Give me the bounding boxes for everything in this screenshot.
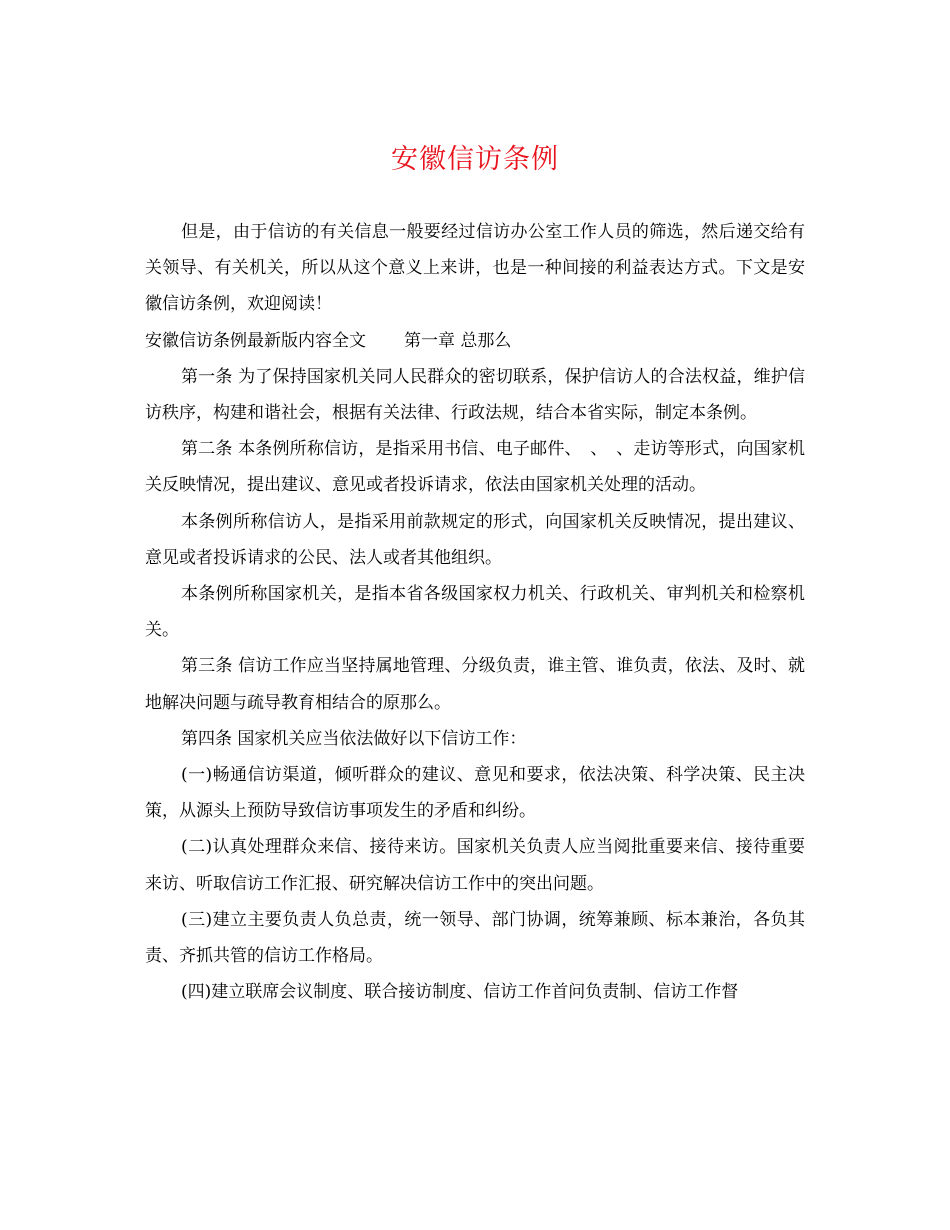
document-title: 安徽信访条例 — [391, 144, 559, 175]
article-paragraph: 第四条 国家机关应当依法做好以下信访工作： — [181, 728, 527, 749]
article-paragraph: 本条例所称信访人，是指采用前款规定的形式，向国家机关反映情况，提出建议、意见或者投诉请求的公民、法人或者其他组织。 — [145, 511, 805, 568]
section-heading-left: 安徽信访条例最新版内容全文 — [145, 330, 366, 351]
list-item-paragraph: (二)认真处理群众来信、接待来访。国家机关负责人应当阅批重要来信、接待重要来访、听取信访工作汇报、研究解决信访工作中的突出问题。 — [145, 837, 805, 894]
list-item-paragraph: (一)畅通信访渠道，倾听群众的建议、意见和要求，依法决策、科学决策、民主决策，从源头上预防导致信访事项发生的矛盾和纠纷。 — [145, 765, 805, 822]
section-heading-line — [145, 323, 805, 359]
document-body — [145, 214, 805, 1010]
list-item-paragraph: (三)建立主要负责人负总责，统一领导、部门协调，统筹兼顾、标本兼治，各负其责、齐抓共管的信访工作格局。 — [145, 909, 805, 967]
article-paragraph: 第三条 信访工作应当坚持属地管理、分级负责，谁主管、谁负责，依法、及时、就地解决问题与疏导教育相结合的原那么。 — [145, 656, 805, 713]
article-paragraph: 本条例所称国家机关，是指本省各级国家权力机关、行政机关、审判机关和检察机关。 — [145, 584, 805, 641]
chapter-heading: 第一章 总那么 — [404, 330, 512, 351]
article-paragraph: 第二条 本条例所称信访，是指采用书信、电子邮件、 、 、走访等形式，向国家机关反映情况，提出建议、意见或者投诉请求，依法由国家机关处理的活动。 — [145, 439, 805, 496]
article-paragraph: 第一条 为了保持国家机关同人民群众的密切联系，保护信访人的合法权益，维护信访秩序，构建和谐社会，根据有关法律、行政法规，结合本省实际，制定本条例。 — [145, 366, 805, 424]
intro-paragraph: 但是，由于信访的有关信息一般要经过信访办公室工作人员的筛选，然后递交给有关领导、有关机关，所以从这个意义上来讲，也是一种间接的利益表达方式。下文是安徽信访条例，欢迎阅读！ — [145, 222, 805, 315]
list-item-paragraph: (四)建立联席会议制度、联合接访制度、信访工作首问负责制、信访工作督 — [181, 982, 739, 1003]
